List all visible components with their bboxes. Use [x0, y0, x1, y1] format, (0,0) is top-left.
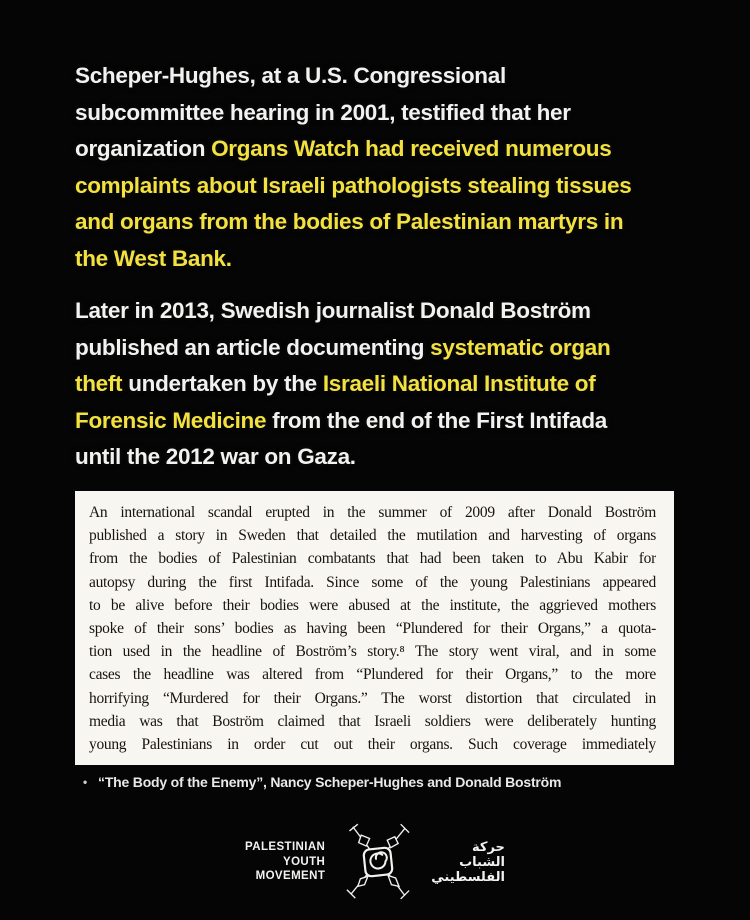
text-line: [75, 168, 695, 205]
kite-emblem-icon: [336, 820, 420, 904]
plain-text: organization: [75, 136, 212, 162]
text-line: to be alive before their bodies were abused at the institute, the aggrieved mothers: [89, 596, 656, 614]
text-line: An international scandal erupted in the summer of 2009 after Donald Boström: [89, 504, 656, 521]
citation: [83, 773, 703, 792]
text-line: media was that Boström claimed that Israeli soldiers were deliberately hunting: [89, 712, 656, 730]
highlighted-text: Organs Watch had received numerous: [211, 136, 612, 162]
intro-paragraph: [75, 58, 695, 278]
logo-arabic-line: الفلسطيني: [431, 869, 505, 885]
text-line: cases the headline was altered from “Plundered for their Organs,” to the more: [89, 666, 656, 684]
logo-english-line: PALESTINIAN: [245, 841, 326, 854]
logo-english-line: YOUTH: [283, 855, 326, 868]
highlighted-text: the West Bank.: [75, 245, 232, 271]
plain-text: subcommittee hearing in 2001, testified that her: [75, 99, 571, 125]
text-line: [75, 131, 695, 168]
text-line: [75, 241, 695, 278]
plain-text: until the 2012 war on Gaza.: [75, 444, 356, 470]
plain-text: undertaken by the: [122, 371, 323, 397]
logo-english-wordmark: [245, 840, 325, 884]
text-line: from the bodies of Palestinian combatants that had been taken to Abu Kabir for: [89, 550, 656, 568]
text-line: young Palestinians in order cut out their organs. Such coverage immediately: [89, 735, 656, 753]
logo-arabic-line: حركة: [472, 839, 505, 855]
logo-english-line: MOVEMENT: [255, 870, 326, 883]
second-paragraph: [75, 293, 695, 476]
plain-text: published an article documenting: [75, 334, 431, 360]
text-line: [75, 58, 695, 95]
text-line: [75, 403, 695, 440]
logo-arabic-line: الشباب: [459, 854, 505, 870]
text-line: tion used in the headline of Boström’s story.⁸ The story went viral, and in some: [89, 643, 656, 661]
text-line: [75, 204, 695, 241]
highlighted-text: theft: [75, 371, 123, 397]
text-line: published a story in Sweden that detailed the mutilation and harvesting of organs: [89, 527, 656, 545]
text-line: [75, 366, 695, 403]
text-line: autopsy during the first Intifada. Since some of the young Palestinians appeared: [89, 573, 656, 591]
citation-text: “The Body of the Enemy”, Nancy Scheper-Hughes and Donald Boström: [98, 774, 562, 790]
highlighted-text: Forensic Medicine: [75, 407, 267, 433]
highlighted-text: Israeli National Institute of: [322, 371, 596, 397]
plain-text: Later in 2013, Swedish journalist Donald Boström: [75, 298, 591, 323]
logo-arabic-wordmark: [431, 840, 505, 885]
book-excerpt: [75, 491, 674, 765]
highlighted-text: complaints about Israeli pathologists stealing tissues: [75, 172, 632, 198]
text-line: [75, 293, 695, 330]
pym-logo: [0, 816, 750, 908]
text-line: [75, 95, 695, 132]
plain-text: Scheper-Hughes, at a U.S. Congressional: [75, 63, 506, 88]
citation-bullet-icon: •: [83, 775, 88, 789]
text-line: spoke of their sons’ bodies as having been “Plundered for their Organs,” a quota-: [89, 619, 656, 637]
text-line: horrifying “Murdered for their Organs.” The worst distortion that circulated in: [89, 689, 656, 707]
highlighted-text: systematic organ: [430, 334, 611, 360]
plain-text: from the end of the First Intifada: [266, 407, 607, 433]
text-line: [75, 439, 695, 476]
highlighted-text: and organs from the bodies of Palestinian martyrs in: [75, 209, 624, 235]
text-line: [75, 330, 695, 367]
